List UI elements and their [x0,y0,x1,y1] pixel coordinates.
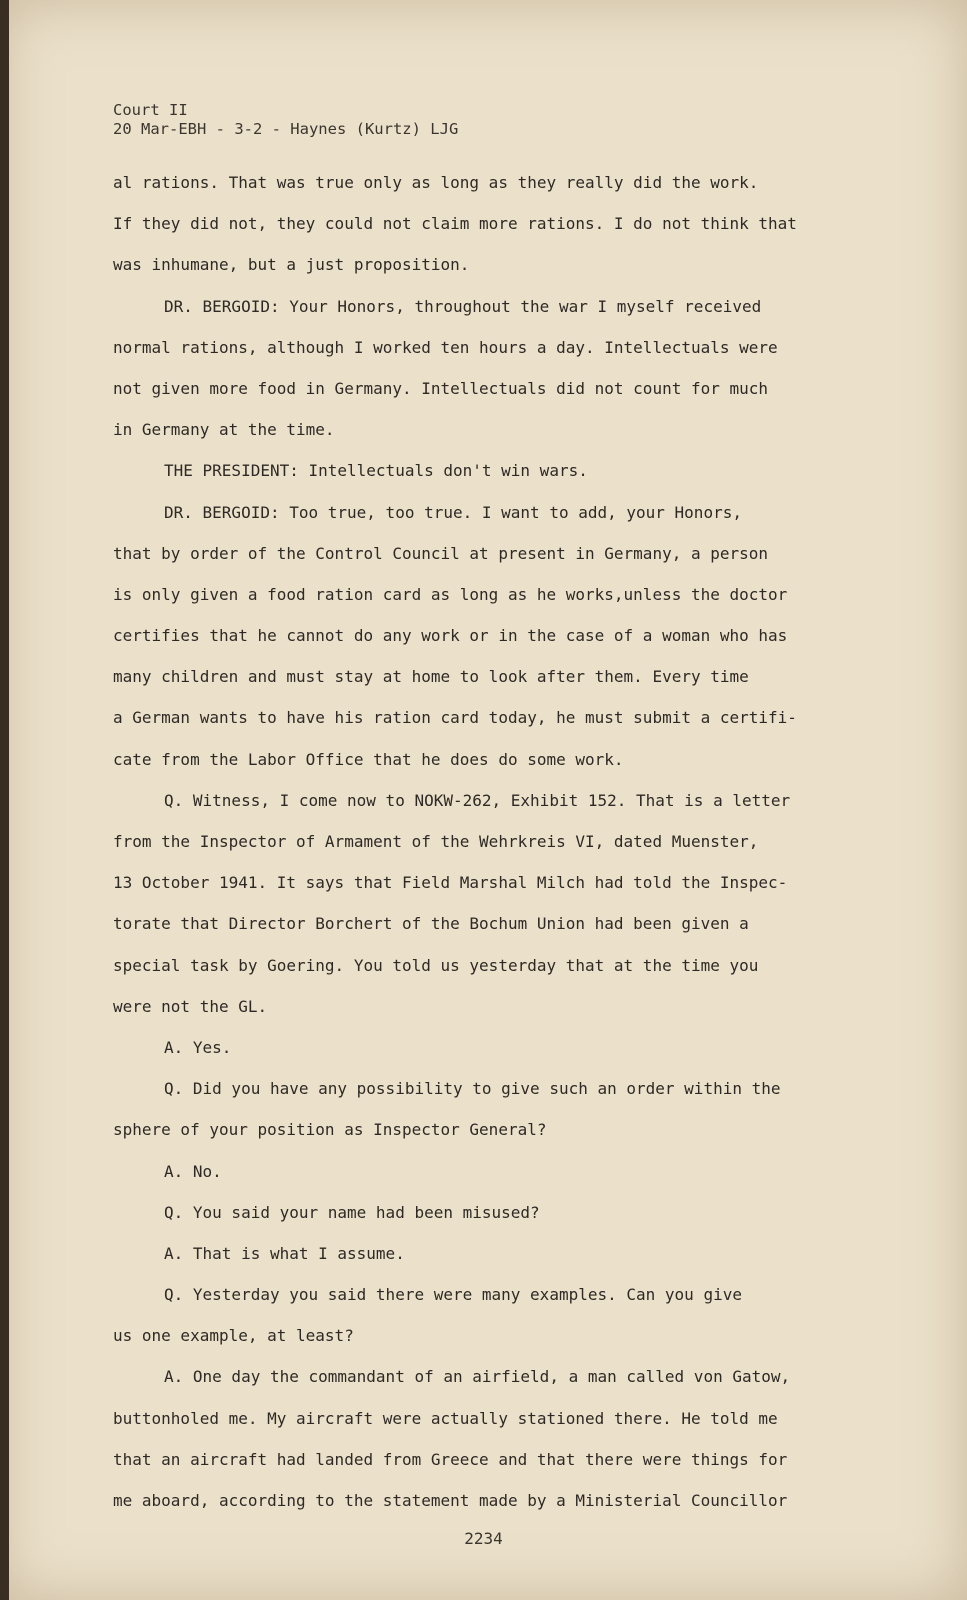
transcript-line: Q. You said your name had been misused? [164,1202,540,1222]
transcript-line: me aboard, according to the statement made by a Ministerial Councillor [113,1491,788,1510]
transcript-line: torate that Director Borchert of the Bochum Union had been given a [113,914,749,934]
page-header [113,101,458,139]
transcript-line: in Germany at the time. [113,420,335,440]
transcript-line: Q. Witness, I come now to NOKW-262, Exhibit 152. That is a letter [164,790,791,810]
transcript-line: sphere of your position as Inspector General? [113,1120,547,1140]
transcript-line: If they did not, they could not claim more rations. I do not think that [113,214,797,234]
transcript-line: certifies that he cannot do any work or in the case of a woman who has [113,626,788,646]
transcript-line: normal rations, although I worked ten hours a day. Intellectuals were [113,337,778,357]
transcript-line: DR. BERGOID: Your Honors, throughout the war I myself received [164,296,762,316]
transcript-line: us one example, at least? [113,1326,354,1346]
court-label: Court II [113,101,188,119]
binding-edge [0,0,9,1600]
transcript-line: Q. Did you have any possibility to give such an order within the [164,1079,781,1099]
transcript-line: DR. BERGOID: Too true, too true. I want to add, your Honors, [164,502,742,522]
page-number: 2234 [464,1529,503,1548]
transcript-line: was inhumane, but a just proposition. [113,255,470,275]
transcript-line: is only given a food ration card as long as he works,unless the doctor [113,584,788,604]
transcript-line: A. That is what I assume. [164,1243,405,1263]
transcript-line: many children and must stay at home to look after them. Every time [113,667,749,687]
transcript-line: were not the GL. [113,996,268,1016]
transcript-line: A. One day the commandant of an airfield, a man called von Gatow, [164,1367,791,1387]
transcript-line: THE PRESIDENT: Intellectuals don't win wars. [164,461,588,481]
transcript-line: special task by Goering. You told us yesterday that at the time you [113,955,759,975]
transcript-line: that by order of the Control Council at present in Germany, a person [113,543,769,563]
transcript-line: A. Yes. [164,1037,232,1057]
transcript-line: not given more food in Germany. Intellectuals did not count for much [113,378,769,398]
transcript-line: buttonholed me. My aircraft were actually stationed there. He told me [113,1408,778,1428]
transcript-line: al rations. That was true only as long as they really did the work. [113,173,759,192]
transcript-line: that an aircraft had landed from Greece and that there were things for [113,1449,788,1469]
transcript-line: Q. Yesterday you said there were many examples. Can you give [164,1285,742,1305]
transcript-body [113,162,853,1521]
transcript-line: from the Inspector of Armament of the Wehrkreis VI, dated Muenster, [113,832,759,851]
transcript-line: 13 October 1941. It says that Field Marshal Milch had told the Inspec- [113,873,788,893]
transcript-line: cate from the Labor Office that he does do some work. [113,749,624,769]
session-reference: 20 Mar-EBH - 3-2 - Haynes (Kurtz) LJG [113,120,459,138]
transcript-line: a German wants to have his ration card today, he must submit a certifi- [113,708,797,728]
transcript-line: A. No. [164,1161,222,1181]
